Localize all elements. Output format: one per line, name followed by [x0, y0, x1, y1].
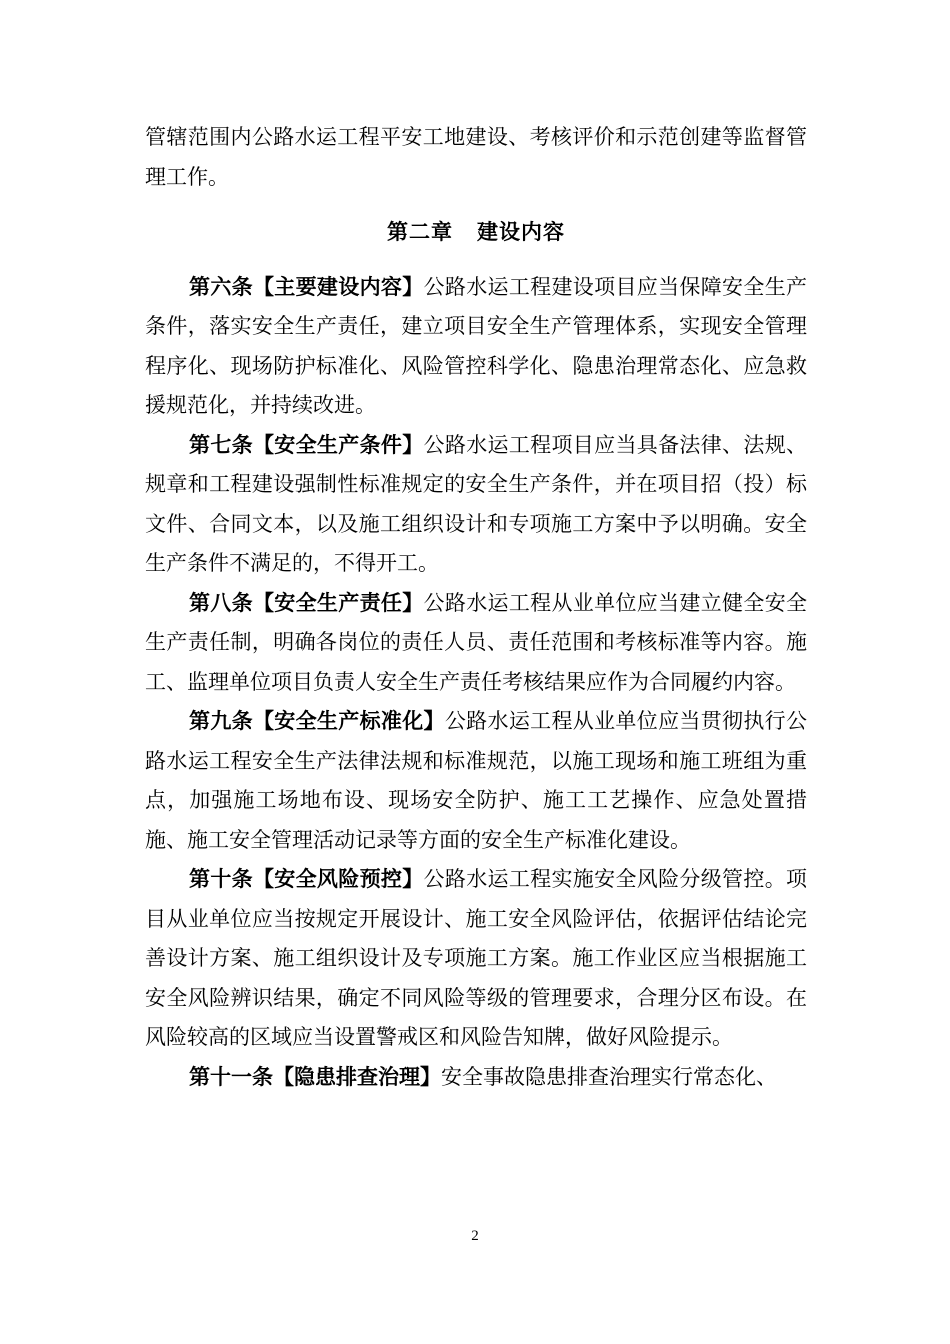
article-6-title: 第六条【主要建设内容】 [189, 274, 424, 299]
article-10-title: 第十条【安全风险预控】 [189, 867, 424, 891]
article-11-text: 安全事故隐患排查治理实行常态化、 [441, 1064, 777, 1089]
chapter-heading [145, 213, 807, 253]
article-9-title: 第九条【安全生产标准化】 [189, 709, 445, 733]
article-10 [145, 860, 807, 1058]
article-7 [145, 426, 807, 584]
article-9-text: 公路水运工程从业单位应当贯彻执行公路水运工程安全生产法律法规和标准规范，以施工现场和施工班组为重点，加强施工场地布设、现场安全防护、施工工艺操作、应急处置措施、施工安全管理活动记录等方面的安全生产标准化建设。 [145, 709, 808, 852]
article-6-text: 公路水运工程建设项目应当保障安全生产条件，落实安全生产责任，建立项目安全生产管理体系，实现安全管理程序化、现场防护标准化、风险管控科学化、隐患治理常态化、应急救援规范化，并持续改进。 [145, 274, 808, 417]
article-10-text: 公路水运工程实施安全风险分级管控。项目从业单位应当按规定开展设计、施工安全风险评估，依据评估结论完善设计方案、施工组织设计及专项施工方案。施工作业区应当根据施工安全风险辨识结果，确定不同风险等级的管理要求，合理分区布设。在风险较高的区域应当设置警戒区和风险告知牌，做好风险提示。 [145, 867, 808, 1049]
intro-paragraph: 管辖范围内公路水运工程平安工地建设、考核评价和示范创建等监督管理工作。 [145, 125, 807, 189]
page-number: 2 [471, 1228, 479, 1244]
article-8 [145, 584, 807, 703]
article-8-text: 公路水运工程从业单位应当建立健全安全生产责任制，明确各岗位的责任人员、责任范围和考核标准等内容。施工、监理单位项目负责人安全生产责任考核结果应作为合同履约内容。 [145, 590, 808, 694]
document-body [145, 118, 807, 1097]
chapter-number: 第二章 [387, 220, 453, 244]
article-9 [145, 702, 807, 860]
article-7-text: 公路水运工程项目应当具备法律、法规、规章和工程建设强制性标准规定的安全生产条件，并在项目招（投）标文件、合同文本，以及施工组织设计和专项施工方案中予以明确。安全生产条件不满足的，不得开工。 [145, 432, 808, 575]
article-7-title: 第七条【安全生产条件】 [189, 432, 424, 457]
article-11-title: 第十一条【隐患排查治理】 [189, 1064, 441, 1089]
article-8-title: 第八条【安全生产责任】 [189, 590, 424, 615]
article-11 [145, 1058, 807, 1098]
chapter-title: 建设内容 [477, 220, 565, 244]
article-6 [145, 268, 807, 426]
